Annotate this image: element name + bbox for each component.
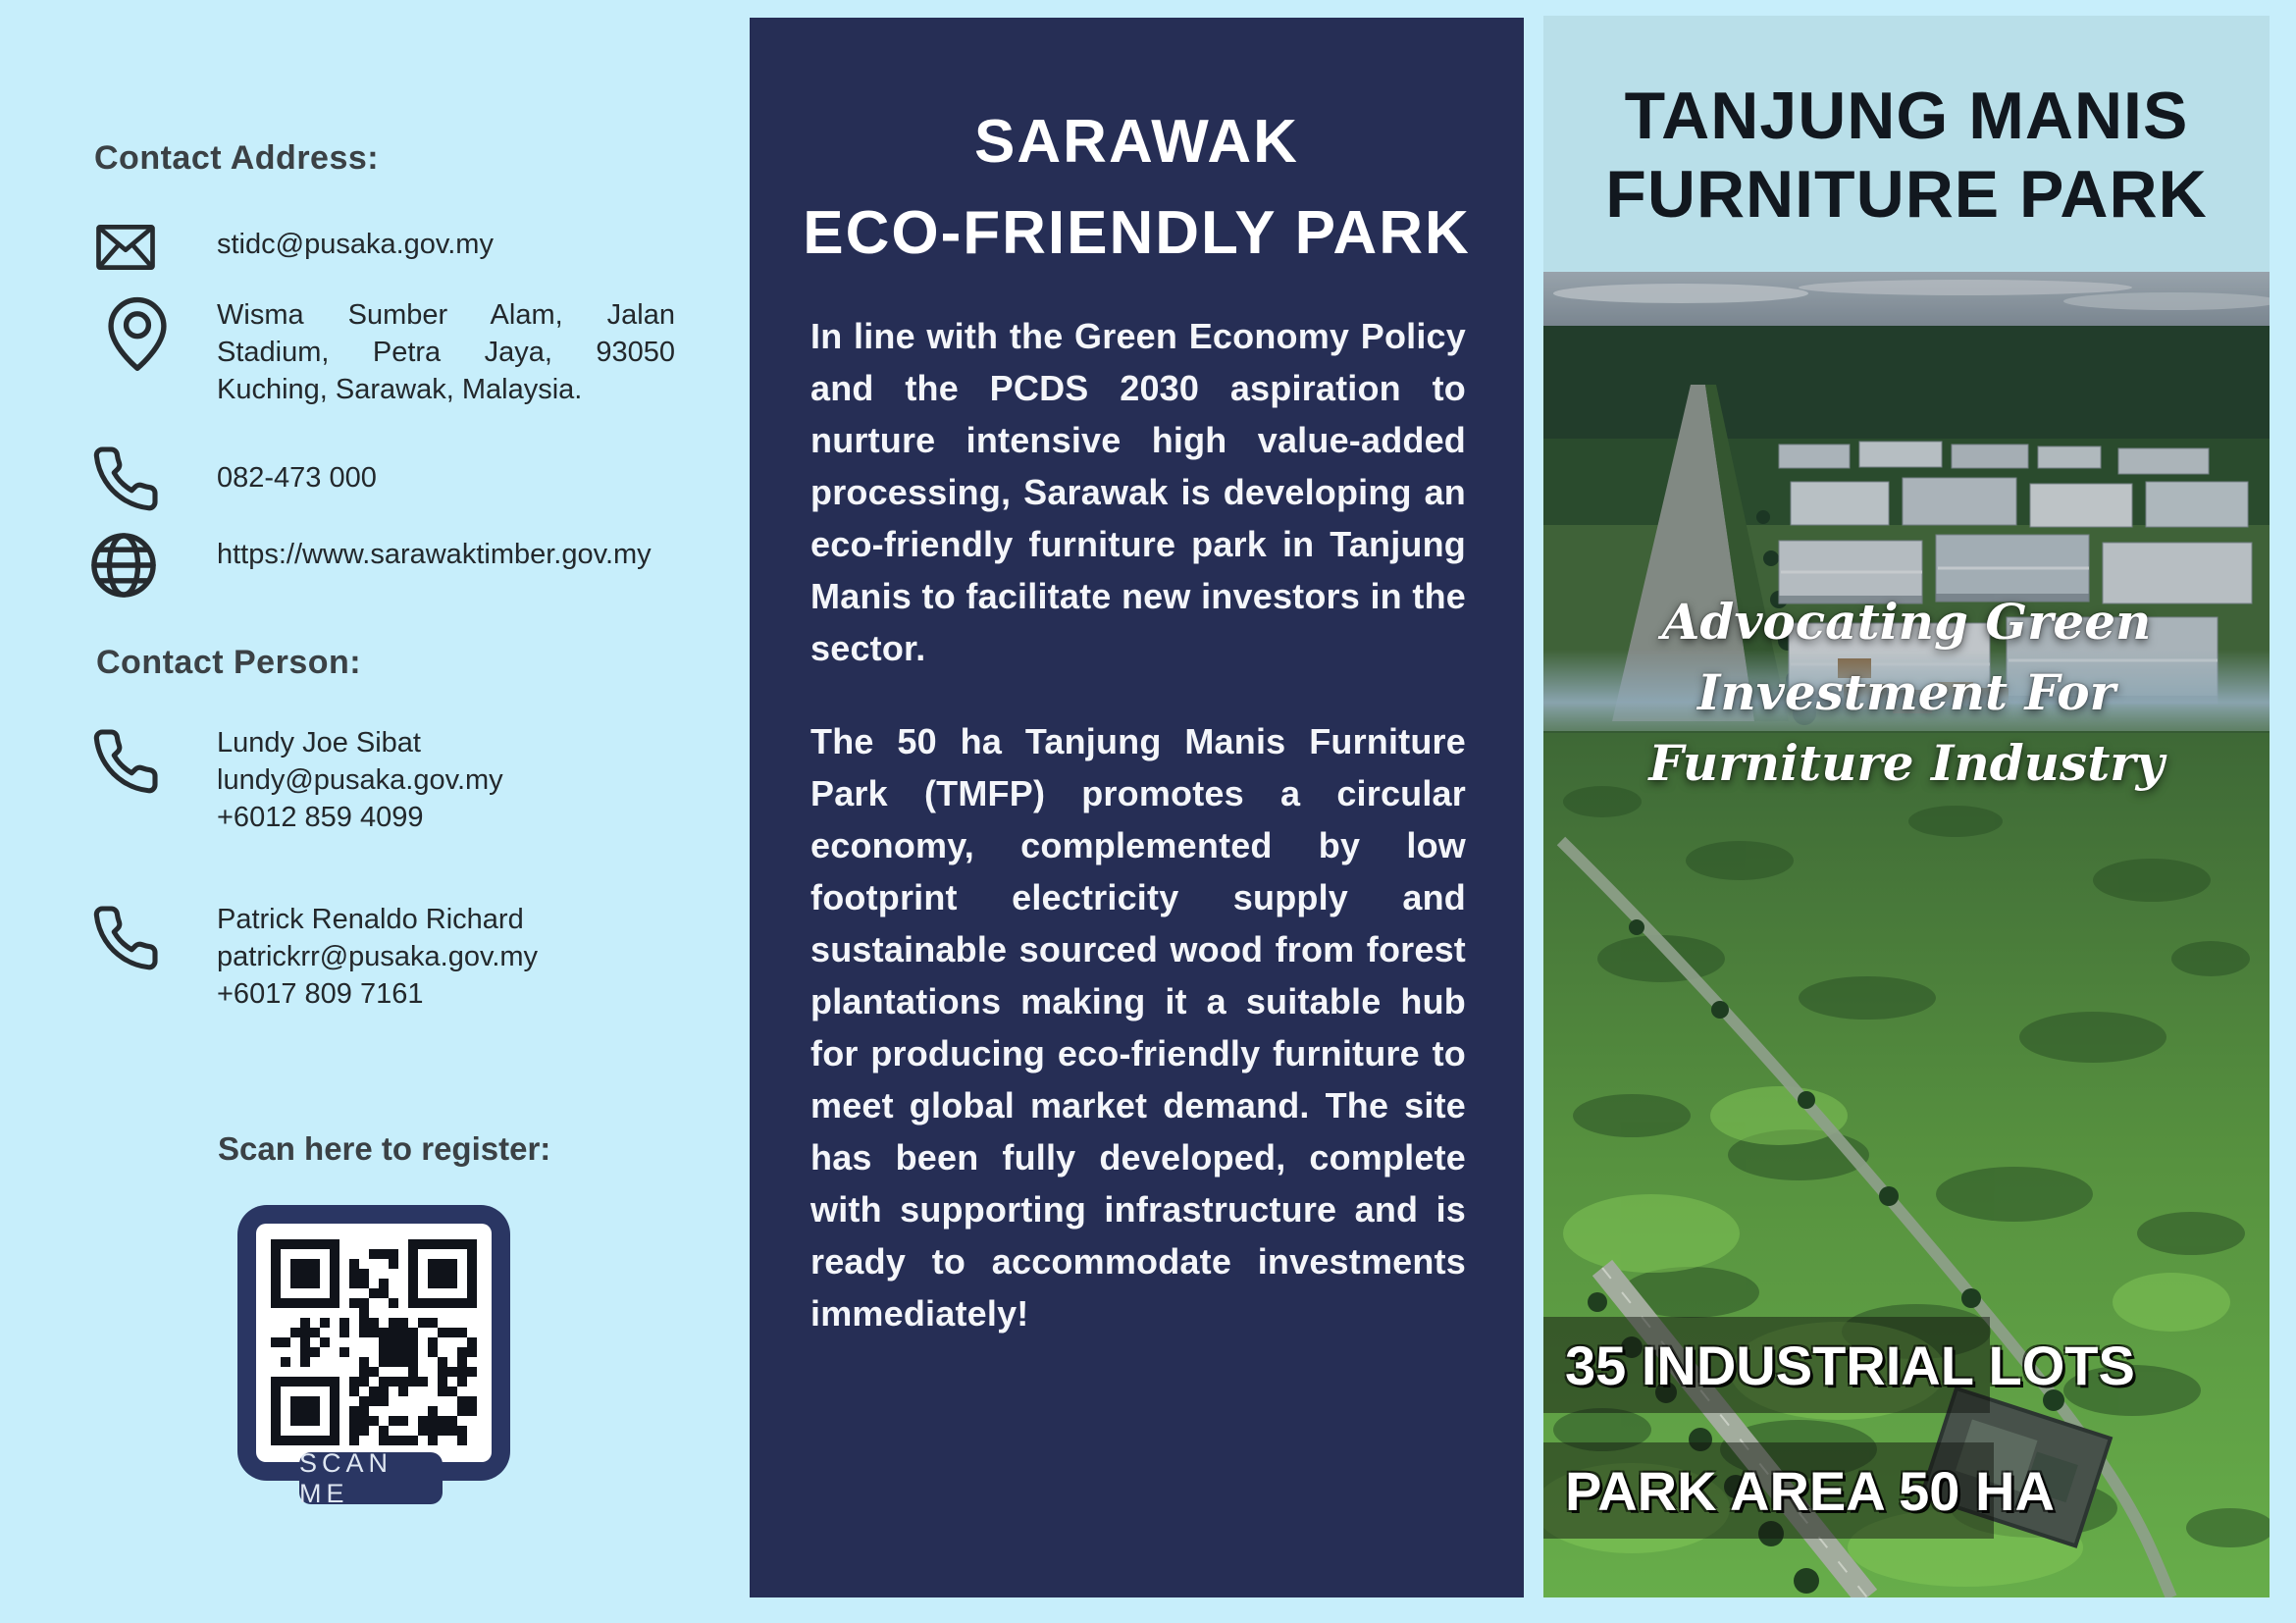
location-pin-icon bbox=[100, 288, 175, 383]
office-phone-value: 082-473 000 bbox=[217, 462, 377, 494]
cover-title-line2: FURNITURE PARK bbox=[1605, 157, 2208, 232]
eco-park-panel bbox=[750, 18, 1524, 1597]
park-area-badge bbox=[1543, 1442, 2055, 1539]
intro-paragraph: In line with the Green Economy Policy and the PCDS 2030 aspiration to nurture intensive high value-added processing, Sarawak is developing an eco-friendly furniture park in Tanjung Manis to facilitate new investors in the sector. bbox=[810, 316, 1466, 668]
phone-icon-person-1 bbox=[90, 726, 161, 797]
industrial-lots-badge bbox=[1543, 1317, 2135, 1413]
photo-caption-line2: Furniture Industry bbox=[1648, 734, 2165, 792]
photo-caption-line1: Advocating Green Investment For bbox=[1661, 593, 2152, 721]
scan-register-heading: Scan here to register: bbox=[218, 1130, 551, 1167]
cover-panel bbox=[1543, 16, 2270, 1597]
contact-person-1 bbox=[217, 724, 503, 836]
email-value[interactable]: stidc@pusaka.gov.my bbox=[217, 229, 494, 260]
details-paragraph: The 50 ha Tanjung Manis Furniture Park (TMFP) promotes a circular economy, complemented by low footprint electricity supply and sustainable sourced wood from forest plantations making it a suitable hub for producing eco-friendly furniture to meet global market demand. The site has been fully developed, complete with supporting infrastructure and is ready to accommodate investments immediately! bbox=[810, 721, 1466, 1334]
person-2-phone: +6017 809 7161 bbox=[217, 978, 424, 1010]
website-value[interactable]: https://www.sarawaktimber.gov.my bbox=[217, 539, 652, 570]
eco-park-title-line2: ECO-FRIENDLY PARK bbox=[803, 199, 1471, 267]
eco-park-title-line1: SARAWAK bbox=[974, 108, 1299, 176]
contact-panel bbox=[0, 0, 750, 1623]
person-2-name: Patrick Renaldo Richard bbox=[217, 904, 524, 935]
person-1-name: Lundy Joe Sibat bbox=[217, 727, 421, 759]
person-2-email[interactable]: patrickrr@pusaka.gov.my bbox=[217, 941, 539, 972]
person-1-phone: +6012 859 4099 bbox=[217, 802, 424, 833]
globe-icon bbox=[86, 528, 161, 602]
qr-code[interactable] bbox=[237, 1205, 510, 1481]
contact-person-heading: Contact Person: bbox=[96, 644, 362, 681]
cover-title bbox=[1543, 77, 2270, 234]
scan-me-pill bbox=[299, 1447, 443, 1508]
qr-code-inner bbox=[256, 1224, 492, 1462]
eco-park-title bbox=[750, 96, 1524, 279]
aerial-photo bbox=[1543, 272, 2270, 1597]
phone-icon bbox=[90, 444, 161, 514]
contact-address-heading: Contact Address: bbox=[94, 139, 380, 177]
park-area-label: PARK AREA 50 HA bbox=[1565, 1459, 2055, 1522]
contact-person-2 bbox=[217, 901, 538, 1013]
email-icon bbox=[93, 220, 158, 275]
industrial-lots-label: 35 INDUSTRIAL LOTS bbox=[1565, 1334, 2135, 1396]
address-value: Wisma Sumber Alam, Jalan Stadium, Petra Jaya, 93050 Kuching, Sarawak, Malaysia. bbox=[217, 299, 675, 405]
cover-title-line1: TANJUNG MANIS bbox=[1624, 79, 2189, 153]
photo-caption bbox=[1543, 587, 2270, 799]
phone-icon-person-2 bbox=[90, 903, 161, 973]
scan-me-label: SCAN ME bbox=[299, 1447, 393, 1508]
person-1-email[interactable]: lundy@pusaka.gov.my bbox=[217, 764, 503, 796]
